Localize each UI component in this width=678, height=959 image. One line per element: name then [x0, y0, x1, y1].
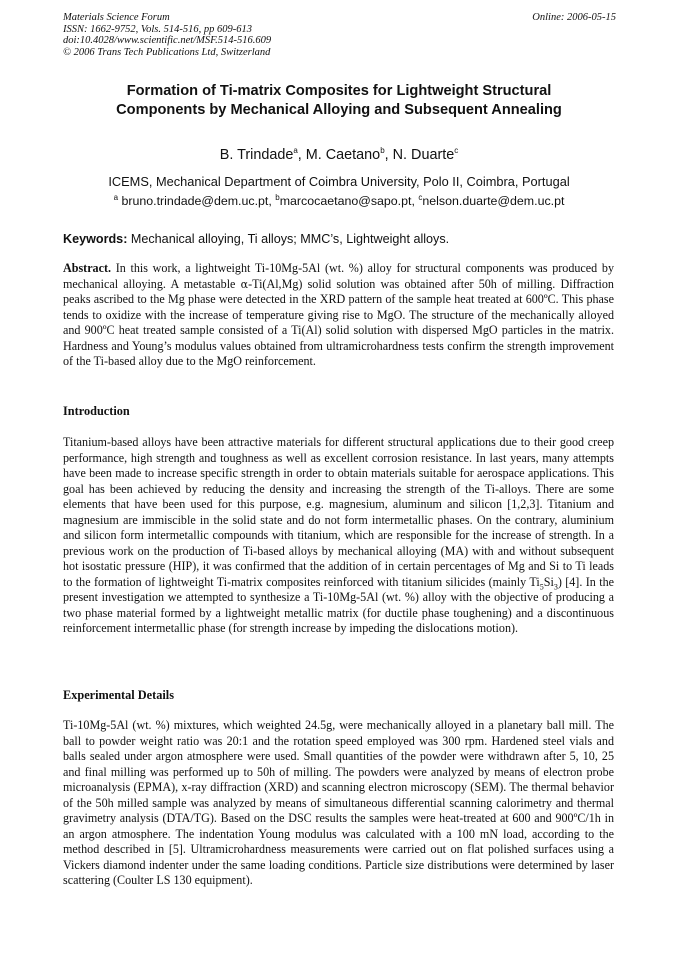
keywords-line	[63, 232, 623, 246]
alpha-symbol: α	[240, 277, 249, 291]
email-1[interactable]: bruno.trindade@dem.uc.pt,	[121, 194, 272, 208]
intro-text-2: ) [4]. In the present investigation we attempted to synthesize a Ti-10Mg-5Al (wt. %) alloy with the objective of producing a two phase material formed by a lightweight metallic matrix (for ductile phase toughening) and a discontinuous reinforcement intermetallic phase (for strength increase by impeding the dislocations motion).	[63, 574, 614, 635]
intro-si: Si	[543, 574, 554, 589]
intro-text-1: Titanium-based alloys have been attractive materials for different structural applications due to their good creep performance, high strength and toughness as well as excellent corrosion resistance. In last years, many attempts have been made to increase specific strength in order to obtain materials suitable for aerospace applications. This goal has been achieved by reducing the density and increasing the strength of the Ti-alloys. There are some elements that have been used for this purpose, e.g. magnesium, aluminum and silicon [1,2,3]. Titanium and magnesium are immiscible in the solid state and do not form intermetallic phases. On the contrary, aluminium and silicon form intermetallic compounds with titanium, which are responsible for the increase of strength. In a previous work on the production of Ti-based alloys by mechanical alloying (MA) with and without subsequent hot isostatic pressure (HIP), it was confirmed that the addition of in certain percentages of Mg and Si to Ti leads to the formation of lightweight Ti-matrix composites reinforced with titanium silicides (mainly Ti	[63, 435, 614, 589]
keywords-label: Keywords:	[63, 232, 128, 246]
author-list: B. Trindade$^a$, M. Caetano$^b$, N. Duarte$^c$	[219, 146, 459, 163]
copyright-line: © 2006 Trans Tech Publications Ltd, Switzerland	[63, 46, 271, 58]
journal-name: Materials Science Forum	[63, 12, 170, 23]
issn-line: ISSN: 1662-9752, Vols. 514-516, pp 609-613	[63, 23, 252, 35]
author-1-mark: a	[293, 146, 298, 156]
introduction-paragraph	[63, 435, 614, 637]
author-3: N. Duarte	[392, 147, 455, 163]
journal-header	[63, 12, 271, 58]
keywords-text: Mechanical alloying, Ti alloys; MMC’s, Lightweight alloys.	[130, 232, 450, 246]
email-1-mark: a	[113, 192, 119, 202]
affiliation: ICEMS, Mechanical Department of Coimbra University, Polo II, Coimbra, Portugal	[108, 174, 570, 189]
author-2-mark: b	[380, 146, 385, 156]
email-list	[40, 194, 638, 208]
online-date: Online: 2006-05-15	[532, 12, 616, 23]
experimental-paragraph: Ti-10Mg-5Al (wt. %) mixtures, which weighted 24.5g, were mechanically alloyed in a planetary ball mill. The ball to powder weight ratio was 20:1 and the rotation speed employed was 300 rpm. Hardened steel vials and balls sealed under argon atmosphere were used. Small quantities of the powder were withdrawn after 5, 10, 25 and final milling was performed up to 50h of milling. The powders were analyzed by means of electron probe microanalysis (EPMA), x-ray diffraction (XRD) and scanning electron microscopy (SEM). The thermal behavior of the 50h milled sample was analyzed by means of simultaneous differential scanning calorimetry and thermal gravimetry analysis (DTA/TG). Based on the DSC results the samples were heat-treated at 600 and 900ºC/1h in an argon atmosphere. The indentation Young modulus was calculated with a 100 mN load, according to the method described in [5]. Ultramicrohardness measurements were carried out on flat polished surfaces using a Vickers diamond indenter under the same loading conditions. Particle size distributions were determined by laser scattering (Coulter LS 130 equipment).	[63, 718, 614, 887]
experimental-heading: Experimental Details	[63, 688, 174, 702]
author-1: B. Trindade	[219, 147, 294, 163]
title-line-2: Components by Mechanical Alloying and Subsequent Annealing	[116, 102, 562, 118]
email-3-mark: c	[418, 192, 423, 202]
intro-sub-2: 3	[553, 581, 558, 591]
email-2-mark: b	[275, 192, 280, 202]
abstract-text-2: -Ti(Al,Mg) solid solution was obtained after 50h of milling. Diffraction peaks ascribed to the Mg phase were detected in the XRD pattern of the sample heat treated at 600ºC. This phase tends to oxidize with the increase of temperature giving rise to MgO. The structure of the mechanically alloyed and 900ºC heat treated sample consisted of a Ti(Al) solid solution with dispersed MgO particles in the matrix. Hardness and Young’s modulus values obtained from ultramicrohardness tests confirm the strength improvement of the Ti-based alloy due to the MgO reinforcement.	[63, 276, 614, 368]
author-2: M. Caetano	[305, 147, 381, 163]
intro-sub-1: 5	[539, 581, 544, 591]
paper-title	[40, 82, 638, 120]
author-3-mark: c	[454, 146, 459, 156]
abstract-text-1: In this work, a lightweight Ti-10Mg-5Al (wt. %) alloy for structural components was produced by mechanical alloying. A metastable	[63, 261, 614, 291]
doi-line: doi:10.4028/www.scientific.net/MSF.514-516.609	[63, 35, 272, 47]
email-3[interactable]: nelson.duarte@dem.uc.pt	[422, 194, 565, 208]
introduction-heading: Introduction	[63, 404, 130, 418]
title-line-1: Formation of Ti-matrix Composites for Lightweight Structural	[126, 83, 552, 99]
abstract-label: Abstract.	[63, 261, 112, 275]
email-2[interactable]: marcocaetano@sapo.pt,	[279, 194, 415, 208]
abstract-paragraph	[63, 261, 614, 370]
